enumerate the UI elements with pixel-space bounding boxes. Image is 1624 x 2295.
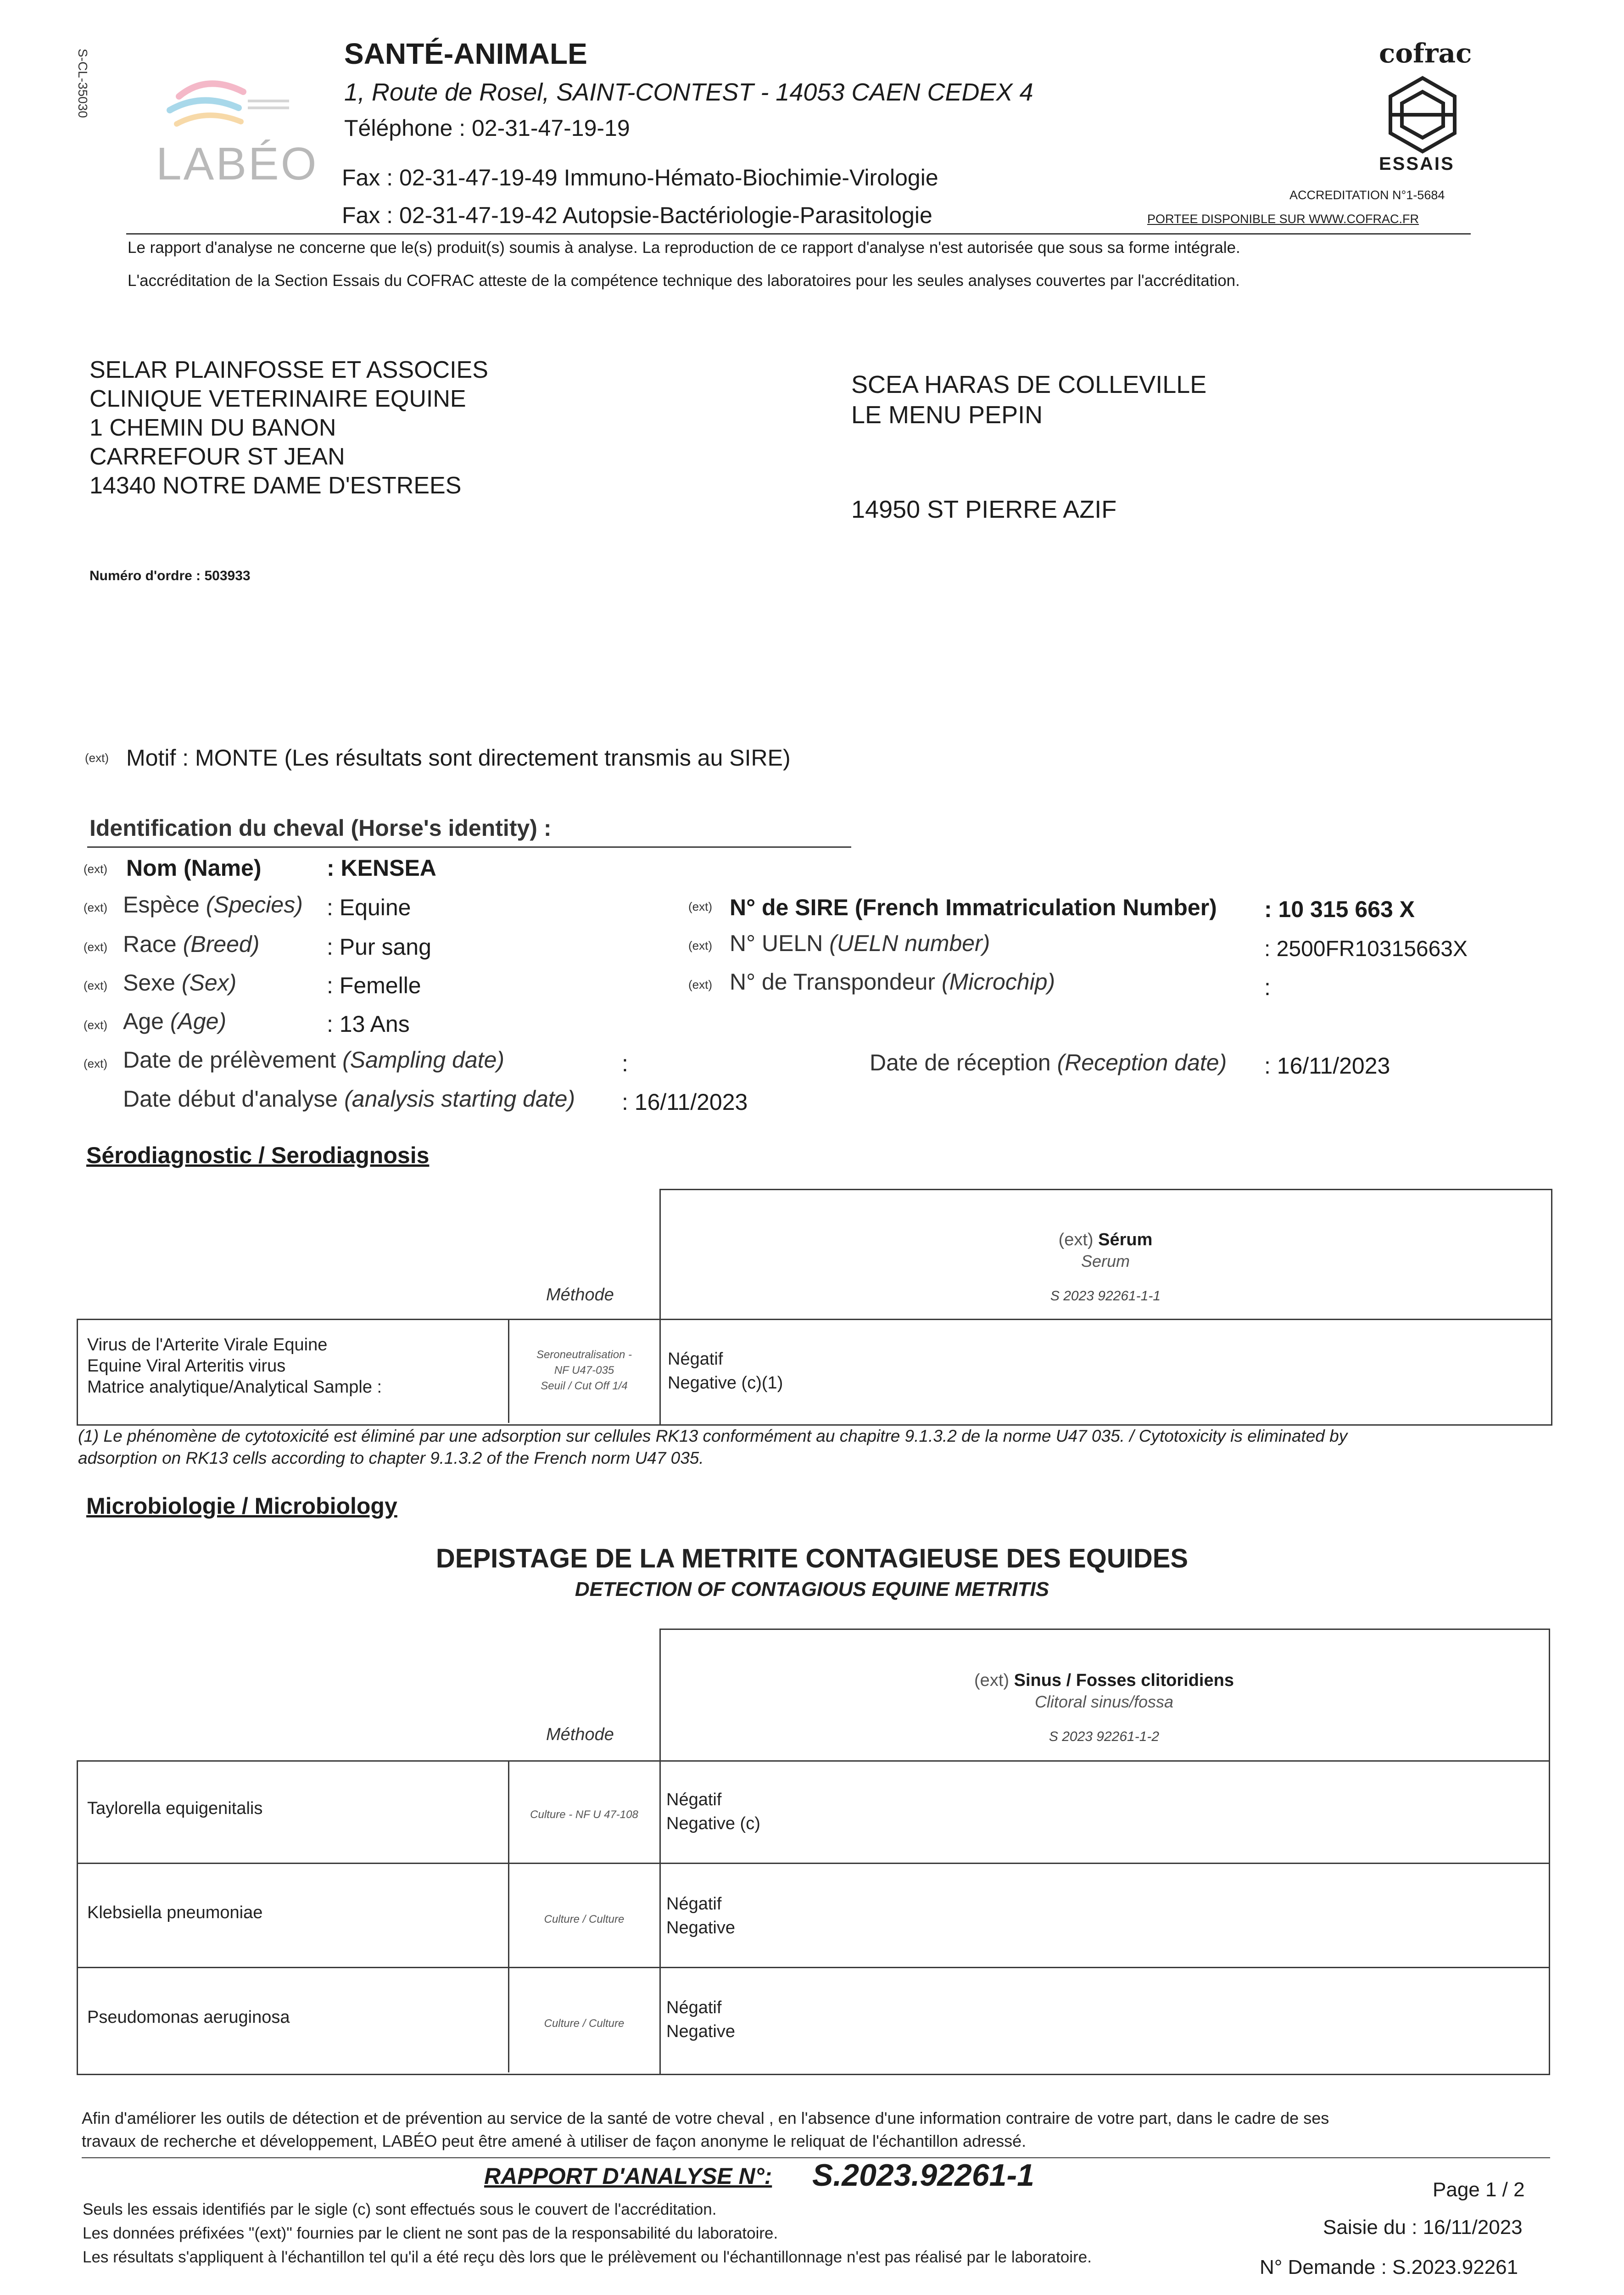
accreditation-number: ACCREDITATION N°1-5684 [1289,188,1445,202]
transponder-value: : [1264,974,1271,1000]
cofrac-logo-icon [1384,73,1462,156]
labeo-logo: LABÉO [151,64,326,188]
cem-method: Culture / Culture [544,1913,625,1926]
serology-footnote: (1) Le phénomène de cytotoxicité est éliminé par une adsorption sur cellules RK13 conformément au chapitre 9.1.3.2 de la norme U47 035. / Cytotoxicity is eliminated by adsorption on RK13 cells according to chapter 9.1.3.2 of the French norm U47 035. [78,1427,1348,1467]
table-row: Pseudomonas aeruginosa [87,2008,290,2027]
species-label: Espèce (Species) [123,892,303,918]
cem-result: Négatif Negative (c) [666,1790,760,1833]
side-code: S-CL-35030 [76,49,90,118]
cofrac-essais: ESSAIS [1379,154,1455,174]
table-row: Virus de l'Arterite Virale Equine Equine Viral Arteritis virus Matrice analytique/Analytical Sample : [87,1335,382,1397]
cem-method: Culture / Culture [544,2017,625,2030]
breed-label: Race (Breed) [123,931,260,957]
report-label: RAPPORT D'ANALYSE N°: [484,2163,772,2189]
sex-label: Sexe (Sex) [123,970,237,996]
org-fax-2: Fax : 02-31-47-19-42 Autopsie-Bactériologie-Parasitologie [342,202,932,228]
sampling-date-label: Date de prélèvement (Sampling date) [123,1047,505,1073]
order-number: Numéro d'ordre : 503933 [89,568,251,583]
start-date-label: Date début d'analyse (analysis starting date) [123,1086,575,1112]
name-value: : KENSEA [327,855,436,881]
ueln-value: : 2500FR10315663X [1264,937,1468,961]
recipient-address: SCEA HARAS DE COLLEVILLE LE MENU PEPIN 14950 ST PIERRE AZIF [851,371,1207,523]
identity-title: Identification du cheval (Horse's identity) : [89,815,552,841]
identity-underline [87,846,851,848]
org-address: 1, Route de Rosel, SAINT-CONTEST - 14053 CAEN CEDEX 4 [344,78,1033,106]
reception-date-label: Date de réception (Reception date) [870,1050,1227,1075]
org-fax-1: Fax : 02-31-47-19-49 Immuno-Hémato-Biochimie-Virologie [342,165,938,190]
serology-result: Négatif Negative (c)(1) [668,1349,783,1393]
cem-result: Négatif Negative [666,1998,735,2041]
serology-method-header: Méthode [546,1285,614,1304]
sire-label: N° de SIRE (French Immatriculation Number) [730,895,1217,920]
microbiology-section-title: Microbiologie / Microbiology [86,1493,397,1519]
serology-sample-header: (ext) Sérum Serum S 2023 92261-1-1 [1050,1230,1161,1304]
report-number: S.2023.92261-1 [812,2158,1034,2193]
cem-result: Négatif Negative [666,1894,735,1937]
cem-sample-header: (ext) Sinus / Fosses clitoridiens Clitoral sinus/fossa S 2023 92261-1-2 [974,1671,1234,1744]
species-value: : Equine [327,895,411,920]
cem-method-header: Méthode [546,1725,614,1744]
age-value: : 13 Ans [327,1011,410,1037]
org-phone: Téléphone : 02-31-47-19-19 [344,115,630,141]
sire-value: : 10 315 663 X [1264,896,1415,922]
serology-method: Seroneutralisation - NF U47-035 Seuil / Cut Off 1/4 [536,1349,632,1392]
cem-subtitle: DETECTION OF CONTAGIOUS EQUINE METRITIS [575,1578,1049,1601]
table-row: Taylorella equigenitalis [87,1799,263,1818]
transponder-label: N° de Transpondeur (Microchip) [730,969,1055,995]
demande-number: N° Demande : S.2023.92261 [1260,2256,1518,2278]
sampling-date-value: : [622,1051,628,1076]
header-divider [126,233,1471,235]
notice-accreditation: L'accréditation de la Section Essais du COFRAC atteste de la compétence technique des laboratoires pour les seules analyses couvertes par l'accréditation. [128,272,1240,290]
research-notice: Afin d'améliorer les outils de détection et de prévention au service de la santé de votre cheval , en l'absence d'une information contraire de votre part, dans le cadre de ses travaux de recherche et développement, LABÉO peut être amené à utiliser de façon anonyme le reliquat de l'échantillon adressé. [82,2109,1329,2150]
breed-value: : Pur sang [327,934,431,960]
page-number: Page 1 / 2 [1433,2178,1525,2201]
ueln-label: N° UELN (UELN number) [730,930,990,956]
ext-tag: (ext) [85,751,109,765]
labeo-swirl-icon [151,64,326,147]
reception-date-value: : 16/11/2023 [1264,1053,1390,1079]
start-date-value: : 16/11/2023 [622,1089,748,1115]
cem-title: DEPISTAGE DE LA METRITE CONTAGIEUSE DES EQUIDES [435,1544,1189,1573]
notice-reproduction: Le rapport d'analyse ne concerne que le(s) produit(s) soumis à analyse. La reproduction de ce rapport d'analyse n'est autorisée que sous sa forme intégrale. [128,239,1240,257]
sender-address: SELAR PLAINFOSSE ET ASSOCIES CLINIQUE VETERINAIRE EQUINE 1 CHEMIN DU BANON CARREFOUR ST JEAN 14340 NOTRE DAME D'ESTREES [89,357,488,499]
cofrac-scope-link[interactable]: PORTEE DISPONIBLE SUR WWW.COFRAC.FR [1147,212,1419,226]
age-label: Age (Age) [123,1008,227,1034]
cofrac-title: cofrac [1379,38,1472,69]
table-row: Klebsiella pneumoniae [87,1903,263,1922]
org-name: SANTÉ-ANIMALE [344,37,587,70]
name-label: Nom (Name) [126,855,262,881]
sex-value: : Femelle [327,973,421,998]
saisie-date: Saisie du : 16/11/2023 [1323,2216,1523,2239]
footer-notes: Seuls les essais identifiés par le sigle (c) sont effectués sous le couvert de l'accréditation. Les données préfixées "(ext)" fournies par le client ne sont pas de la responsabilité du laboratoire. Les résultats s'appliquent à l'échantillon tel qu'il a été reçu dès lors que le prélèvement ou l'échantillonnage n'est pas réalisé par le laboratoire. [83,2200,1092,2266]
cem-method: Culture - NF U 47-108 [530,1808,638,1821]
motif: Motif : MONTE (Les résultats sont directement transmis au SIRE) [126,745,791,771]
serology-section-title: Sérodiagnostic / Serodiagnosis [86,1142,430,1168]
